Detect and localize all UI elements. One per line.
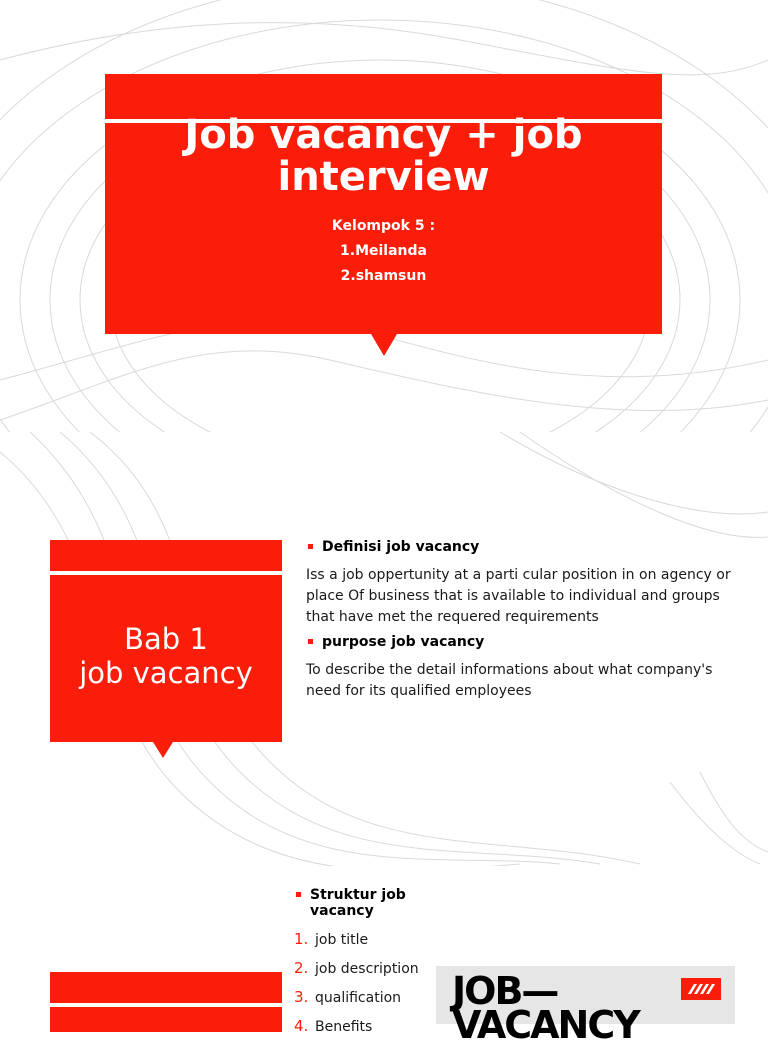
bullet-heading (306, 634, 731, 650)
list-number: 2. (294, 959, 309, 977)
brand-logo-icon (681, 978, 721, 1000)
job-vacancy-wordmark: JOB— VACANCY (452, 969, 639, 1047)
numbered-list (294, 925, 444, 1041)
bullet-paragraph: Iss a job oppertunity at a parti cular position in on agency or place Of business that is available to individual and groups that have met the requered requirements (306, 567, 731, 625)
section-panel-divider (50, 1003, 282, 1007)
subtitle-line: 1.Meilanda (340, 243, 427, 259)
presentation-title: Job vacancy + job interview (184, 112, 583, 200)
bullet-heading-text: Struktur job vacancy (310, 887, 406, 919)
section-title-line: Bab 1 (124, 622, 208, 656)
panel-pointer (153, 742, 173, 758)
list-label: job title (315, 932, 369, 948)
bullet-heading (294, 887, 444, 919)
bullet-square-icon (296, 892, 301, 897)
presentation-subtitle (105, 214, 662, 289)
bullet-square-icon (308, 544, 313, 549)
subtitle-line: Kelompok 5 : (331, 218, 436, 234)
bullet-heading-text: Definisi job vacancy (322, 539, 480, 555)
list-label: job description (315, 961, 419, 977)
slide-struktur (0, 866, 768, 1047)
list-label: qualification (315, 990, 402, 1006)
job-vacancy-image (436, 966, 735, 1047)
list-label: Benefits (315, 1019, 373, 1035)
list-item (294, 1012, 444, 1041)
section-title (50, 622, 282, 690)
list-number: 4. (294, 1017, 309, 1035)
slide-title (0, 0, 768, 432)
section-panel-divider (50, 571, 282, 575)
list-item (294, 954, 444, 983)
section-panel (50, 972, 282, 1032)
slide3-content (294, 887, 444, 1041)
panel-pointer (371, 334, 397, 356)
slide-bab1 (0, 432, 768, 864)
list-number: 1. (294, 930, 309, 948)
section-title-line: job vacancy (79, 656, 253, 690)
bullet-heading (306, 539, 731, 555)
bullet-paragraph: To describe the detail informations about what company's need for its qualified employees (306, 662, 713, 699)
list-item (294, 983, 444, 1012)
list-number: 3. (294, 988, 309, 1006)
bullet-square-icon (308, 639, 313, 644)
title-panel (105, 74, 662, 334)
slide2-content (306, 539, 731, 702)
subtitle-line: 2.shamsun (340, 268, 427, 284)
list-item (294, 925, 444, 954)
section-panel (50, 540, 282, 742)
bullet-heading-text: purpose job vacancy (322, 634, 485, 650)
